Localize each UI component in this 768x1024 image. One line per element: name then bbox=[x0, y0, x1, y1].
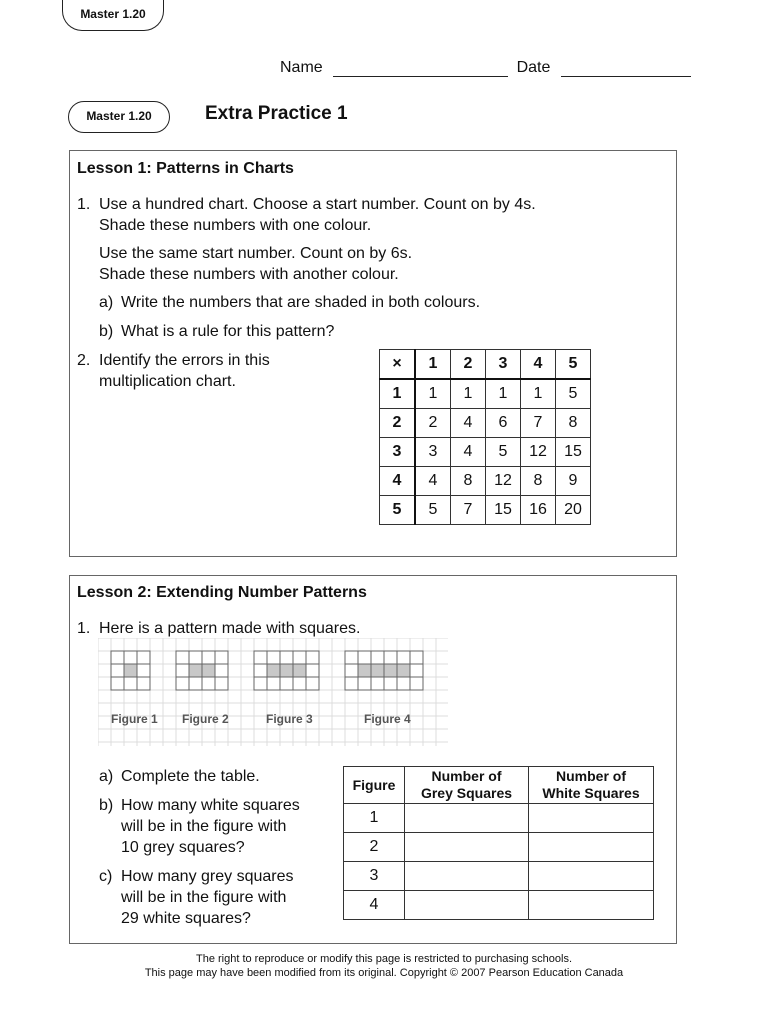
qb-line2: will be in the figure with bbox=[121, 818, 287, 835]
row-header: 4 bbox=[380, 467, 416, 496]
white-square bbox=[176, 651, 189, 664]
grey-square bbox=[267, 664, 280, 677]
white-square bbox=[215, 677, 228, 690]
white-square bbox=[137, 677, 150, 690]
row-header: 5 bbox=[380, 496, 416, 525]
grey-answer-cell[interactable] bbox=[405, 804, 529, 833]
qa-label: a) bbox=[99, 768, 114, 785]
col-header-white-line2: White Squares bbox=[542, 785, 640, 801]
white-square bbox=[345, 677, 358, 690]
white-square bbox=[371, 677, 384, 690]
qc-line3: 29 white squares? bbox=[121, 910, 251, 927]
qc-line1: How many grey squares bbox=[121, 868, 294, 885]
grey-square bbox=[358, 664, 371, 677]
table-cell: 4 bbox=[451, 409, 486, 438]
page-title: Extra Practice 1 bbox=[205, 103, 348, 124]
multiplication-chart bbox=[379, 349, 591, 525]
white-square bbox=[371, 651, 384, 664]
table-cell: 8 bbox=[556, 409, 591, 438]
white-square bbox=[202, 677, 215, 690]
q2-line1: Identify the errors in this bbox=[99, 352, 270, 369]
figure-labels-group bbox=[111, 712, 411, 726]
table-row bbox=[344, 833, 654, 862]
table-row bbox=[380, 467, 591, 496]
white-square bbox=[306, 677, 319, 690]
white-square bbox=[306, 651, 319, 664]
col-header-white-line1: Number of bbox=[556, 768, 626, 784]
table-cell: 12 bbox=[521, 438, 556, 467]
col-header: 5 bbox=[556, 350, 591, 380]
col-header: 2 bbox=[451, 350, 486, 380]
table-cell: 15 bbox=[556, 438, 591, 467]
white-square bbox=[358, 651, 371, 664]
table-cell: 4 bbox=[451, 438, 486, 467]
date-label: Date bbox=[516, 59, 551, 76]
table-row bbox=[380, 496, 591, 525]
pattern-figure-1 bbox=[111, 651, 150, 690]
white-square bbox=[189, 677, 202, 690]
qa-text: Complete the table. bbox=[121, 768, 260, 785]
figure-label: Figure 2 bbox=[182, 712, 229, 726]
q1-line4: Shade these numbers with another colour. bbox=[99, 266, 399, 283]
white-square bbox=[267, 651, 280, 664]
figure-label: Figure 4 bbox=[364, 712, 411, 726]
table-cell: 1 bbox=[486, 379, 521, 409]
footer-line1: The right to reproduce or modify this page is restricted to purchasing schools. bbox=[195, 953, 573, 965]
white-square bbox=[410, 651, 423, 664]
white-square bbox=[280, 651, 293, 664]
white-square bbox=[306, 664, 319, 677]
qb-line1: How many white squares bbox=[121, 797, 300, 814]
lesson2-section bbox=[69, 575, 677, 944]
grey-square bbox=[293, 664, 306, 677]
white-square bbox=[345, 664, 358, 677]
col-header-white bbox=[529, 767, 654, 804]
l2-q1-number: 1. bbox=[77, 620, 91, 637]
table-row bbox=[344, 862, 654, 891]
table-cell: 1 bbox=[415, 379, 451, 409]
grey-square bbox=[189, 664, 202, 677]
table-cell: 1 bbox=[451, 379, 486, 409]
name-field[interactable] bbox=[333, 58, 508, 77]
figures-group bbox=[111, 651, 423, 690]
table-cell: 3 bbox=[415, 438, 451, 467]
table-cell: 2 bbox=[415, 409, 451, 438]
white-square bbox=[189, 651, 202, 664]
white-answer-cell[interactable] bbox=[529, 804, 654, 833]
table-cell: 16 bbox=[521, 496, 556, 525]
table-header-row bbox=[344, 767, 654, 804]
white-square bbox=[176, 664, 189, 677]
date-field[interactable] bbox=[561, 58, 691, 77]
pattern-figure-4 bbox=[345, 651, 423, 690]
table-cell: 15 bbox=[486, 496, 521, 525]
q1-line3: Use the same start number. Count on by 6s. bbox=[99, 245, 413, 262]
white-square bbox=[111, 651, 124, 664]
q2-line2: multiplication chart. bbox=[99, 373, 236, 390]
col-header: 4 bbox=[521, 350, 556, 380]
white-square bbox=[137, 651, 150, 664]
grey-square bbox=[202, 664, 215, 677]
figure-number-cell: 3 bbox=[344, 862, 405, 891]
white-square bbox=[358, 677, 371, 690]
q1-line1: Use a hundred chart. Choose a start number. Count on by 4s. bbox=[99, 196, 536, 213]
grey-square bbox=[384, 664, 397, 677]
row-header: 3 bbox=[380, 438, 416, 467]
table-cell: 5 bbox=[415, 496, 451, 525]
table-cell: 8 bbox=[521, 467, 556, 496]
col-header-figure: Figure bbox=[344, 767, 405, 804]
lesson1-section bbox=[69, 150, 677, 557]
grey-square bbox=[397, 664, 410, 677]
white-square bbox=[254, 677, 267, 690]
table-row bbox=[344, 891, 654, 920]
table-cell: 8 bbox=[451, 467, 486, 496]
corner-cell: × bbox=[380, 350, 416, 380]
table-row bbox=[380, 409, 591, 438]
lesson1-title: Lesson 1: Patterns in Charts bbox=[77, 160, 294, 177]
col-header: 1 bbox=[415, 350, 451, 380]
figure-label: Figure 3 bbox=[266, 712, 313, 726]
white-square bbox=[280, 677, 293, 690]
footer bbox=[0, 952, 768, 980]
white-square bbox=[124, 677, 137, 690]
col-header-grey-line2: Grey Squares bbox=[420, 785, 513, 801]
table-cell: 4 bbox=[415, 467, 451, 496]
white-square bbox=[111, 664, 124, 677]
q1-number: 1. bbox=[77, 196, 91, 213]
table-header-row bbox=[380, 350, 591, 380]
q1a-label: a) bbox=[99, 294, 114, 311]
col-header: 3 bbox=[486, 350, 521, 380]
white-square bbox=[176, 677, 189, 690]
square-pattern-figure bbox=[98, 638, 448, 746]
table-row bbox=[380, 379, 591, 409]
qc-line2: will be in the figure with bbox=[121, 889, 287, 906]
pattern-figure-2 bbox=[176, 651, 228, 690]
table-cell: 20 bbox=[556, 496, 591, 525]
white-square bbox=[410, 677, 423, 690]
table-cell: 12 bbox=[486, 467, 521, 496]
row-header: 1 bbox=[380, 379, 416, 409]
lesson2-title: Lesson 2: Extending Number Patterns bbox=[77, 584, 367, 601]
grey-answer-cell[interactable] bbox=[405, 891, 529, 920]
table-cell: 1 bbox=[521, 379, 556, 409]
white-square bbox=[293, 651, 306, 664]
q1a-text: Write the numbers that are shaded in both colours. bbox=[121, 294, 481, 311]
master-label-top: Master 1.20 bbox=[62, 0, 164, 31]
table-cell: 5 bbox=[556, 379, 591, 409]
qb-label: b) bbox=[99, 797, 114, 814]
l2-q1-text: Here is a pattern made with squares. bbox=[99, 620, 361, 637]
col-header-grey bbox=[405, 767, 529, 804]
figure-label: Figure 1 bbox=[111, 712, 158, 726]
table-cell: 6 bbox=[486, 409, 521, 438]
table-cell: 7 bbox=[451, 496, 486, 525]
white-square bbox=[293, 677, 306, 690]
name-label: Name bbox=[280, 59, 323, 76]
q2-number: 2. bbox=[77, 352, 91, 369]
grey-square bbox=[280, 664, 293, 677]
white-answer-cell[interactable] bbox=[529, 891, 654, 920]
grey-square bbox=[371, 664, 384, 677]
white-square bbox=[384, 651, 397, 664]
white-square bbox=[345, 651, 358, 664]
figure-number-cell: 2 bbox=[344, 833, 405, 862]
table-cell: 5 bbox=[486, 438, 521, 467]
col-header-grey-line1: Number of bbox=[431, 768, 502, 784]
white-answer-cell[interactable] bbox=[529, 833, 654, 862]
master-label: Master 1.20 bbox=[68, 101, 170, 133]
row-header: 2 bbox=[380, 409, 416, 438]
white-square bbox=[397, 677, 410, 690]
white-square bbox=[410, 664, 423, 677]
white-square bbox=[254, 651, 267, 664]
white-square bbox=[254, 664, 267, 677]
figure-number-cell: 1 bbox=[344, 804, 405, 833]
white-square bbox=[124, 651, 137, 664]
qc-label: c) bbox=[99, 868, 113, 885]
table-cell: 9 bbox=[556, 467, 591, 496]
pattern-figure-3 bbox=[254, 651, 319, 690]
q1b-label: b) bbox=[99, 323, 114, 340]
white-square bbox=[111, 677, 124, 690]
white-square bbox=[384, 677, 397, 690]
q1b-text: What is a rule for this pattern? bbox=[121, 323, 335, 340]
q1-line2: Shade these numbers with one colour. bbox=[99, 217, 372, 234]
white-square bbox=[215, 651, 228, 664]
qb-line3: 10 grey squares? bbox=[121, 839, 245, 856]
footer-line2: This page may have been modified from its original. Copyright © 2007 Pearson Education Canada bbox=[144, 967, 624, 979]
grey-answer-cell[interactable] bbox=[405, 862, 529, 891]
table-row bbox=[344, 804, 654, 833]
white-square bbox=[202, 651, 215, 664]
white-square bbox=[215, 664, 228, 677]
white-answer-cell[interactable] bbox=[529, 862, 654, 891]
name-date-row bbox=[280, 58, 691, 77]
table-cell: 7 bbox=[521, 409, 556, 438]
table-row bbox=[380, 438, 591, 467]
figure-number-cell: 4 bbox=[344, 891, 405, 920]
white-square bbox=[397, 651, 410, 664]
squares-table bbox=[343, 766, 654, 920]
grey-square bbox=[124, 664, 137, 677]
grey-answer-cell[interactable] bbox=[405, 833, 529, 862]
white-square bbox=[137, 664, 150, 677]
white-square bbox=[267, 677, 280, 690]
